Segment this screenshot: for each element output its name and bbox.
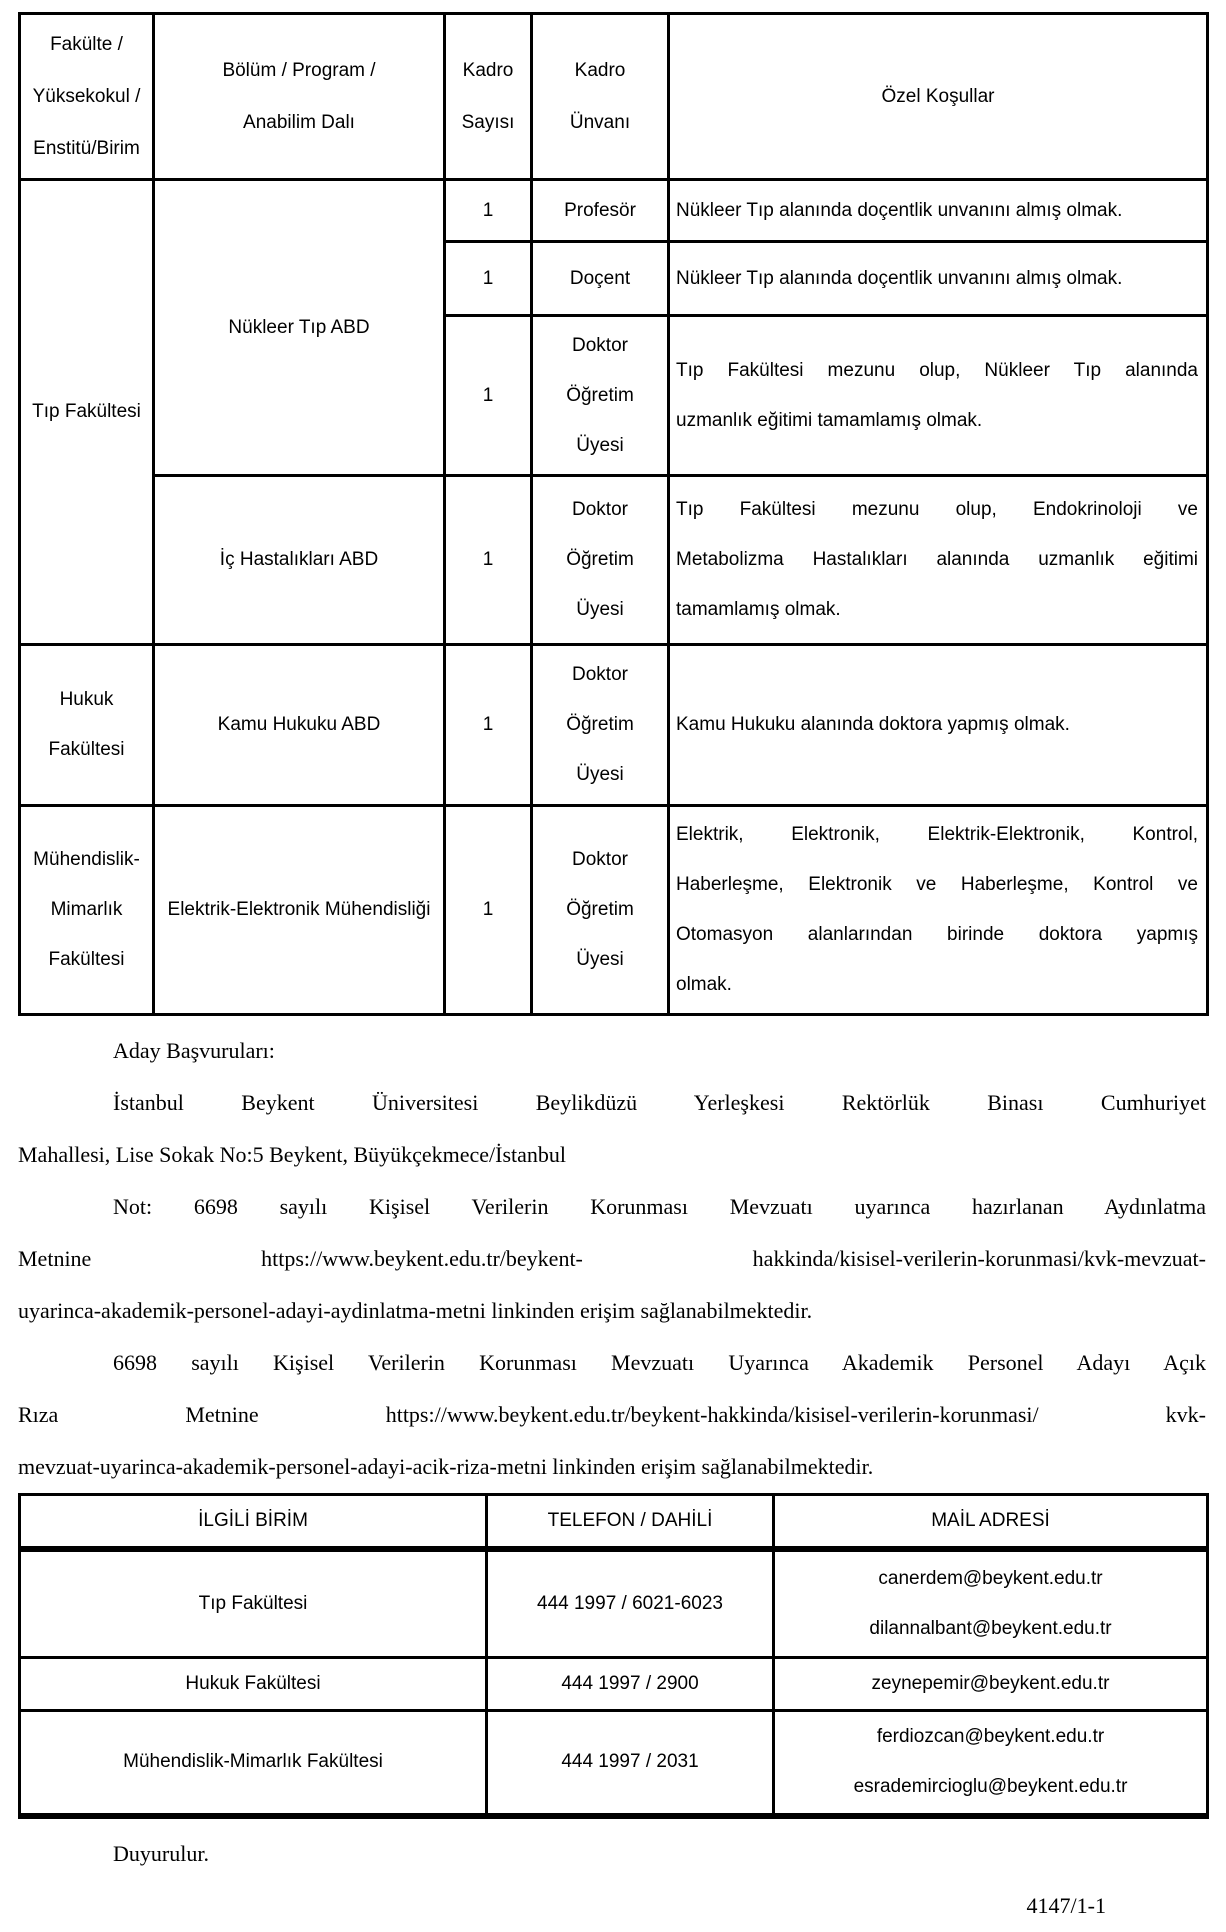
header-faculty-cell	[20, 14, 154, 180]
title-line: Öğretim	[566, 899, 634, 920]
title-cell	[532, 806, 669, 1015]
contacts-header-row	[20, 1495, 1208, 1550]
kvkk-consent-line: 6698 sayılı Kişisel Verilerin Korunması Mevzuatı Uyarınca Akademik Personel Adayı Açık	[113, 1350, 1206, 1375]
reference-number: 4147/1-1	[1026, 1893, 1106, 1918]
header-department-cell	[154, 14, 445, 180]
condition-line: Elektrik, Elektronik, Elektrik-Elektronik, Kontrol,	[676, 824, 1198, 845]
kvkk-consent-line: mevzuat-uyarinca-akademik-personel-adayi-acik-riza-metni linkinden erişim sağlanabilmektedir.	[18, 1454, 874, 1479]
condition-line: Otomasyon alanlarından birinde doktora yapmış	[676, 924, 1198, 945]
table-row	[20, 1549, 1208, 1657]
faculty-cell: Hukuk Fakültesi	[20, 645, 154, 806]
condition-cell	[669, 242, 1208, 316]
condition-line: Haberleşme, Elektronik ve Haberleşme, Kontrol ve	[676, 874, 1198, 895]
department-cell: Elektrik-Elektronik Mühendisliği	[154, 806, 445, 1015]
condition-cell	[669, 645, 1208, 806]
condition-cell	[669, 316, 1208, 476]
title-cell: Profesör	[532, 180, 669, 242]
header-line: Enstitü/Birim	[33, 137, 140, 159]
email-line: zeynepemir@beykent.edu.tr	[871, 1672, 1110, 1694]
contacts-table	[18, 1493, 1209, 1819]
contacts-header-phone: TELEFON / DAHİLİ	[487, 1495, 774, 1550]
count-cell: 1	[445, 180, 532, 242]
header-line: Ünvanı	[569, 111, 631, 133]
table-row	[20, 645, 1208, 806]
header-line: Anabilim Dalı	[243, 111, 355, 133]
condition-line: Tıp Fakültesi mezunu olup, Endokrinoloji ve	[676, 499, 1198, 520]
condition-line: Kamu Hukuku alanında doktora yapmış olmak.	[676, 714, 1070, 735]
header-line: Bölüm / Program /	[222, 59, 376, 81]
header-line: Sayısı	[461, 111, 515, 133]
department-cell: Kamu Hukuku ABD	[154, 645, 445, 806]
applications-heading: Aday Başvuruları:	[113, 1038, 275, 1063]
condition-line: uzmanlık eğitimi tamamlamış olmak.	[676, 409, 983, 431]
title-line: Üyesi	[576, 599, 624, 620]
contacts-header-unit: İLGİLİ BİRİM	[20, 1495, 487, 1550]
count-cell: 1	[445, 476, 532, 645]
table-row	[20, 1710, 1208, 1816]
condition-line: tamamlamış olmak.	[676, 599, 841, 620]
title-cell	[532, 645, 669, 806]
condition-line: Nükleer Tıp alanında doçentlik unvanını almış olmak.	[676, 267, 1123, 289]
condition-cell	[669, 180, 1208, 242]
header-title-cell	[532, 14, 669, 180]
kvkk-note-line: uyarinca-akademik-personel-adayi-aydinlatma-metni linkinden erişim sağlanabilmektedir.	[18, 1298, 813, 1323]
kvkk-note-line: Metnine https://www.beykent.edu.tr/beykent- hakkinda/kisisel-verilerin-korunmasi/kvk-mevzuat-	[18, 1246, 1206, 1271]
title-line: Öğretim	[566, 714, 634, 735]
table-row	[20, 1657, 1208, 1710]
title-line: Öğretim	[566, 384, 634, 406]
header-line: Kadro	[462, 59, 514, 81]
table-row	[20, 806, 1208, 1015]
email-line: dilannalbant@beykent.edu.tr	[869, 1617, 1112, 1639]
unit-cell: Hukuk Fakültesi	[20, 1657, 487, 1710]
faculty-cell: Tıp Fakültesi	[20, 180, 154, 645]
header-line: Kadro	[574, 59, 626, 81]
header-count-cell	[445, 14, 532, 180]
header-conditions-cell: Özel Koşullar	[669, 14, 1208, 180]
header-line: Fakülte /	[50, 33, 123, 55]
title-line: Doktor	[572, 849, 628, 870]
condition-cell	[669, 806, 1208, 1015]
address-line: İstanbul Beykent Üniversitesi Beylikdüzü Yerleşkesi Rektörlük Binası Cumhuriyet	[113, 1090, 1206, 1115]
unit-cell: Mühendislik-Mimarlık Fakültesi	[20, 1710, 487, 1816]
address-line: Mahallesi, Lise Sokak No:5 Beykent, Büyükçekmece/İstanbul	[18, 1142, 567, 1167]
condition-line: Tıp Fakültesi mezunu olup, Nükleer Tıp alanında	[676, 359, 1198, 381]
department-cell: Nükleer Tıp ABD	[154, 180, 445, 476]
title-line: Üyesi	[576, 764, 624, 785]
body-text	[18, 1025, 1206, 1493]
closing-text: Duyurulur.	[113, 1841, 209, 1866]
email-cell	[774, 1657, 1208, 1710]
count-cell: 1	[445, 645, 532, 806]
department-cell: İç Hastalıkları ABD	[154, 476, 445, 645]
positions-table	[18, 12, 1209, 1016]
email-line: canerdem@beykent.edu.tr	[878, 1567, 1103, 1589]
count-cell: 1	[445, 316, 532, 476]
positions-header-row	[20, 14, 1208, 180]
contacts-header-email: MAİL ADRESİ	[774, 1495, 1208, 1550]
title-line: Öğretim	[566, 549, 634, 570]
title-line: Üyesi	[576, 434, 624, 456]
email-line: esrademircioglu@beykent.edu.tr	[853, 1776, 1128, 1798]
condition-cell	[669, 476, 1208, 645]
title-line: Üyesi	[576, 949, 624, 970]
kvkk-consent-line: Rıza Metnine https://www.beykent.edu.tr/beykent-hakkinda/kisisel-verilerin-korunmasi/ kvk-	[18, 1402, 1206, 1427]
email-cell	[774, 1710, 1208, 1816]
email-line: ferdiozcan@beykent.edu.tr	[876, 1726, 1105, 1748]
phone-cell: 444 1997 / 2900	[487, 1657, 774, 1710]
condition-line: Metabolizma Hastalıkları alanında uzmanlık eğitimi	[676, 549, 1198, 570]
condition-line: olmak.	[676, 974, 732, 995]
table-row	[20, 180, 1208, 242]
title-line: Doktor	[572, 334, 628, 356]
title-line: Doktor	[572, 664, 628, 685]
count-cell: 1	[445, 242, 532, 316]
title-cell	[532, 316, 669, 476]
kvkk-note-line: Not: 6698 sayılı Kişisel Verilerin Korunması Mevzuatı uyarınca hazırlanan Aydınlatma	[113, 1194, 1206, 1219]
phone-cell: 444 1997 / 2031	[487, 1710, 774, 1816]
title-cell	[532, 476, 669, 645]
email-cell	[774, 1549, 1208, 1657]
closing-block	[18, 1828, 1206, 1932]
count-cell: 1	[445, 806, 532, 1015]
phone-cell: 444 1997 / 6021-6023	[487, 1549, 774, 1657]
title-cell: Doçent	[532, 242, 669, 316]
title-line: Doktor	[572, 499, 628, 520]
unit-cell: Tıp Fakültesi	[20, 1549, 487, 1657]
table-row	[20, 476, 1208, 645]
header-line: Yüksekokul /	[32, 85, 141, 107]
condition-line: Nükleer Tıp alanında doçentlik unvanını almış olmak.	[676, 199, 1123, 221]
faculty-cell: Mühendislik-Mimarlık Fakültesi	[20, 806, 154, 1015]
